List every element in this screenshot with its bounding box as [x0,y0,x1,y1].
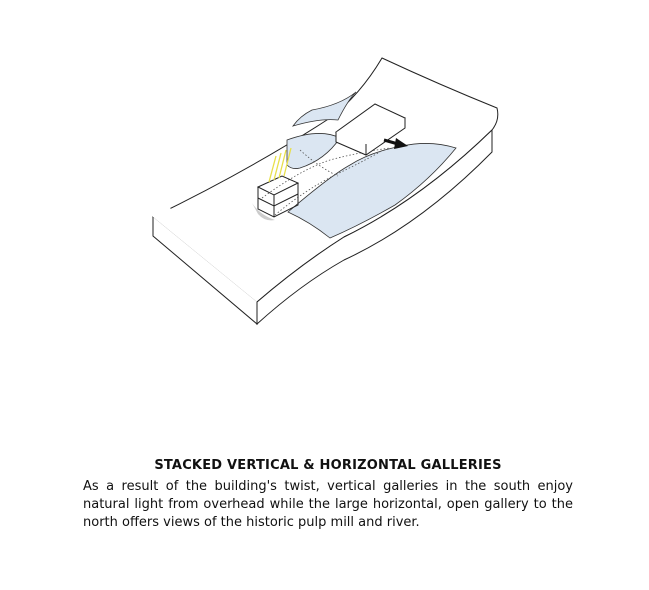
diagram-caption [83,457,573,532]
caption-body: As a result of the building's twist, vertical galleries in the south enjoy natural light from overhead while the large horizontal, open gallery to the north offers views of the historic pulp mill and river. [83,479,573,530]
caption-title: STACKED VERTICAL & HORIZONTAL GALLERIES [154,458,502,473]
